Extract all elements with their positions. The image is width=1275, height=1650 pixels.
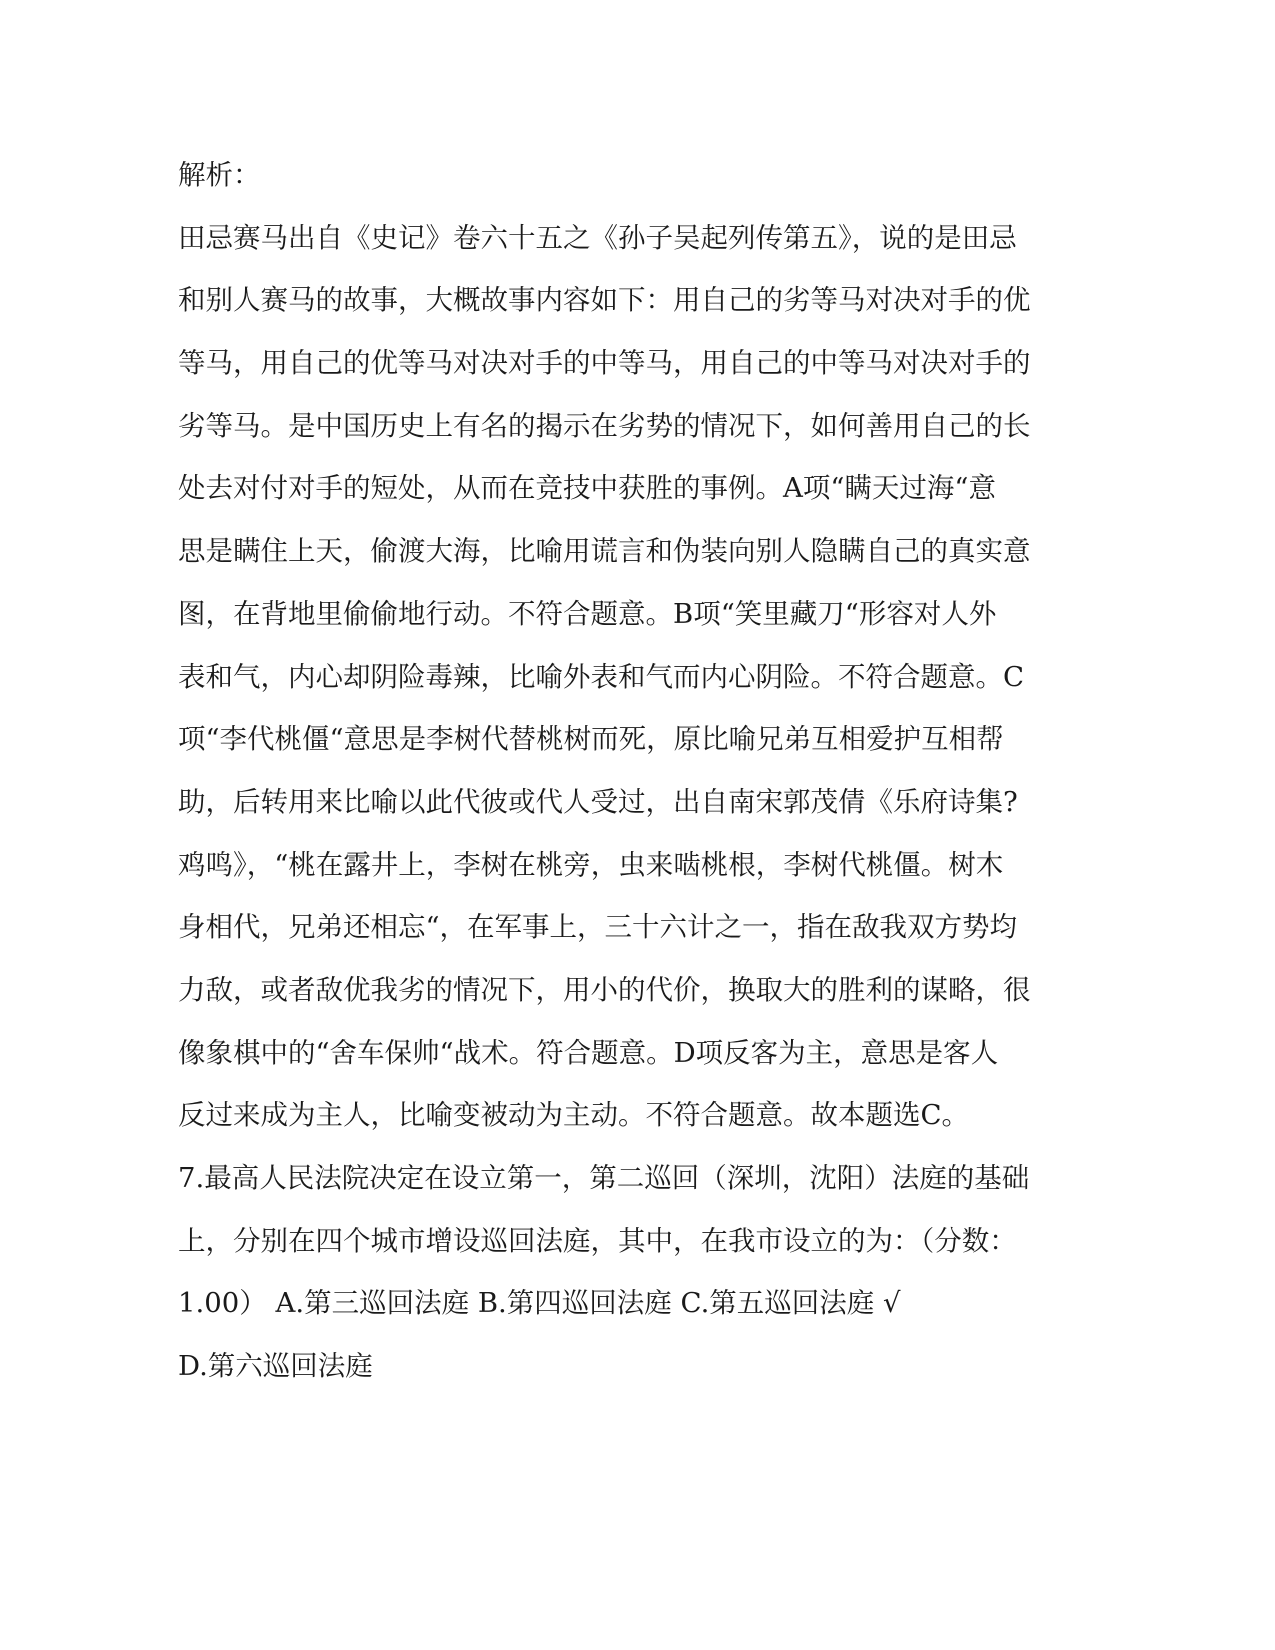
text-line: 处去对付对手的短处，从而在竞技中获胜的事例。A项“瞒天过海“意	[178, 472, 996, 505]
text-line: 像象棋中的“舍车保帅“战术。符合题意。D项反客为主，意思是客人	[178, 1036, 999, 1069]
text-line: 思是瞒住上天，偷渡大海，比喻用谎言和伪装向别人隐瞒自己的真实意	[178, 535, 1031, 568]
question-7-line: 7.最高人民法院决定在设立第一，第二巡回（深圳，沈阳）法庭的基础	[178, 1162, 1030, 1194]
text-line: 表和气，内心却阴险毒辣，比喻外表和气而内心阴险。不符合题意。C	[178, 660, 1025, 693]
text-line: 等马，用自己的优等马对决对手的中等马，用自己的中等马对决对手的	[178, 347, 1031, 380]
text-line: 力敌，或者敌优我劣的情况下，用小的代价，换取大的胜利的谋略，很	[178, 973, 1031, 1006]
question-7-line: 上，分别在四个城市增设巡回法庭，其中，在我市设立的为：（分数：	[178, 1224, 1017, 1257]
text-line: 鸡鸣》，“桃在露井上，李树在桃旁，虫来啮桃根，李树代桃僵。树木	[178, 848, 1004, 881]
text-line: 图，在背地里偷偷地行动。不符合题意。B项“笑里藏刀“形容对人外	[178, 597, 997, 630]
text-line: 助，后转用来比喻以此代彼或代人受过，出自南宋郭茂倩《乐府诗集?	[178, 785, 1018, 818]
text-line: 身相代，兄弟还相忘“，在军事上，三十六计之一，指在敌我双方势均	[178, 911, 1018, 944]
text-line: 田忌赛马出自《史记》卷六十五之《孙子吴起列传第五》，说的是田忌	[178, 221, 1017, 254]
text-line: 和别人赛马的故事，大概故事内容如下：用自己的劣等马对决对手的优	[178, 284, 1031, 317]
document-body	[178, 144, 1038, 1398]
analysis-heading: 解析：	[178, 159, 261, 191]
text-line: 劣等马。是中国历史上有名的揭示在劣势的情况下，如何善用自己的长	[178, 409, 1031, 442]
text-line: 项“李代桃僵“意思是李树代替桃树而死，原比喻兄弟互相爱护互相帮	[178, 723, 1004, 756]
question-7-options: 1.00） A.第三巡回法庭 B.第四巡回法庭 C.第五巡回法庭 √	[178, 1287, 901, 1320]
question-7-option-d: D.第六巡回法庭	[178, 1350, 373, 1383]
text-line: 反过来成为主人，比喻变被动为主动。不符合题意。故本题选C。	[178, 1099, 970, 1132]
